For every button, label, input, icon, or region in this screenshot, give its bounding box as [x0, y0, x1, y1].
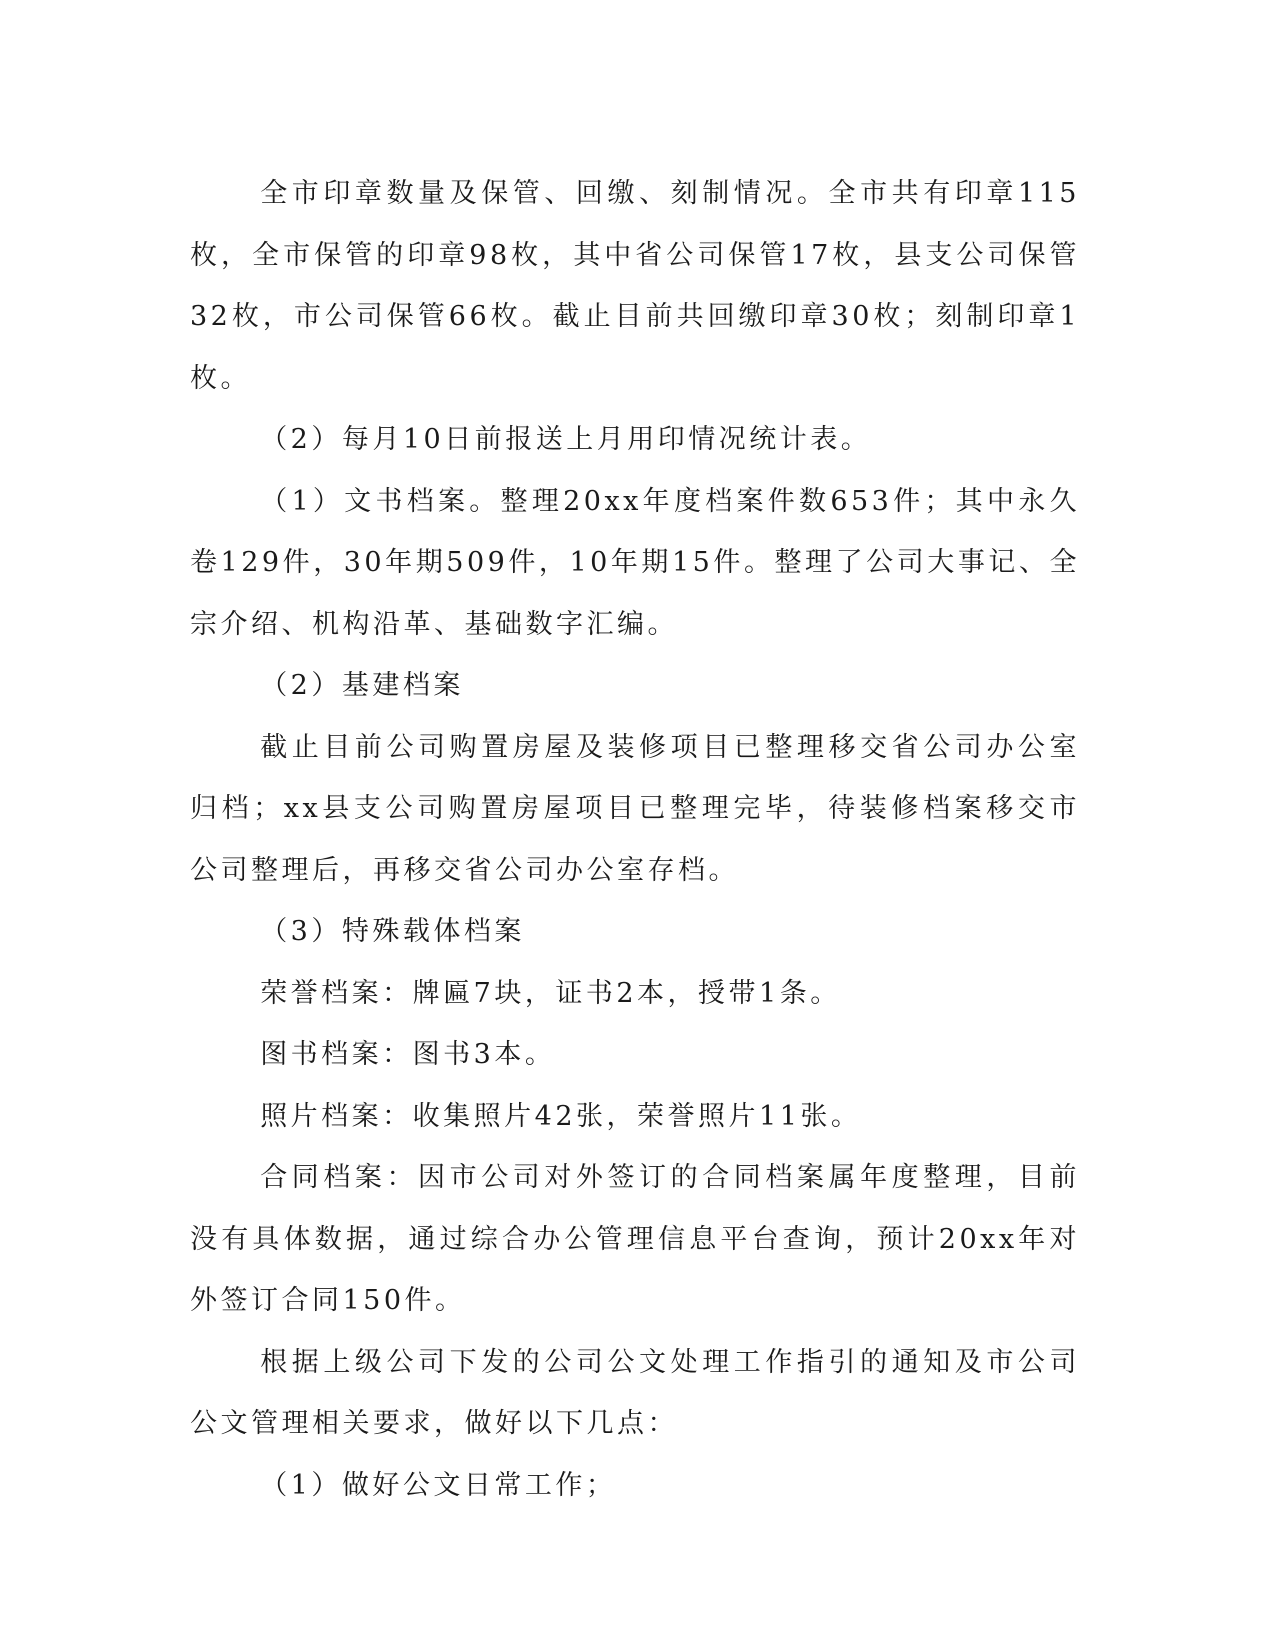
paragraph-construction-archives: 截止目前公司购置房屋及装修项目已整理移交省公司办公室归档；xx县支公司购置房屋项目已整理完毕，待装修档案移交市公司整理后，再移交省公司办公室存档。	[190, 731, 1080, 886]
paragraph-document-archives: （1）文书档案。整理20xx年度档案件数653件；其中永久卷129件，30年期509件，10年期15件。整理了公司大事记、全宗介绍、机构沿革、基础数字汇编。	[190, 485, 1080, 640]
paragraph-construction-archives-heading: （2）基建档案	[260, 670, 464, 701]
paragraph-book-archives: 图书档案：图书3本。	[260, 1039, 556, 1070]
paragraph-honor-archives: 荣誉档案：牌匾7块，证书2本，授带1条。	[260, 977, 841, 1009]
paragraph-monthly-report: （2）每月10日前报送上月用印情况统计表。	[260, 424, 872, 455]
paragraph-photo-archives: 照片档案：收集照片42张，荣誉照片11张。	[260, 1100, 862, 1132]
paragraph-seal-stats: 全市印章数量及保管、回缴、刻制情况。全市共有印章115枚，全市保管的印章98枚，其中省公司保管17枚，县支公司保管32枚，市公司保管66枚。截止目前共回缴印章30枚；刻制印章1枚。	[190, 178, 1080, 394]
paragraph-official-docs-requirements: 根据上级公司下发的公司公文处理工作指引的通知及市公司公文管理相关要求，做好以下几点：	[190, 1346, 1080, 1439]
paragraph-special-archives-heading: （3）特殊载体档案	[260, 916, 525, 947]
paragraph-daily-work: （1）做好公文日常工作；	[260, 1469, 617, 1501]
paragraph-contract-archives: 合同档案：因市公司对外签订的合同档案属年度整理，目前没有具体数据，通过综合办公管理信息平台查询，预计20xx年对外签订合同150件。	[190, 1162, 1080, 1316]
document-body	[190, 163, 1080, 1516]
